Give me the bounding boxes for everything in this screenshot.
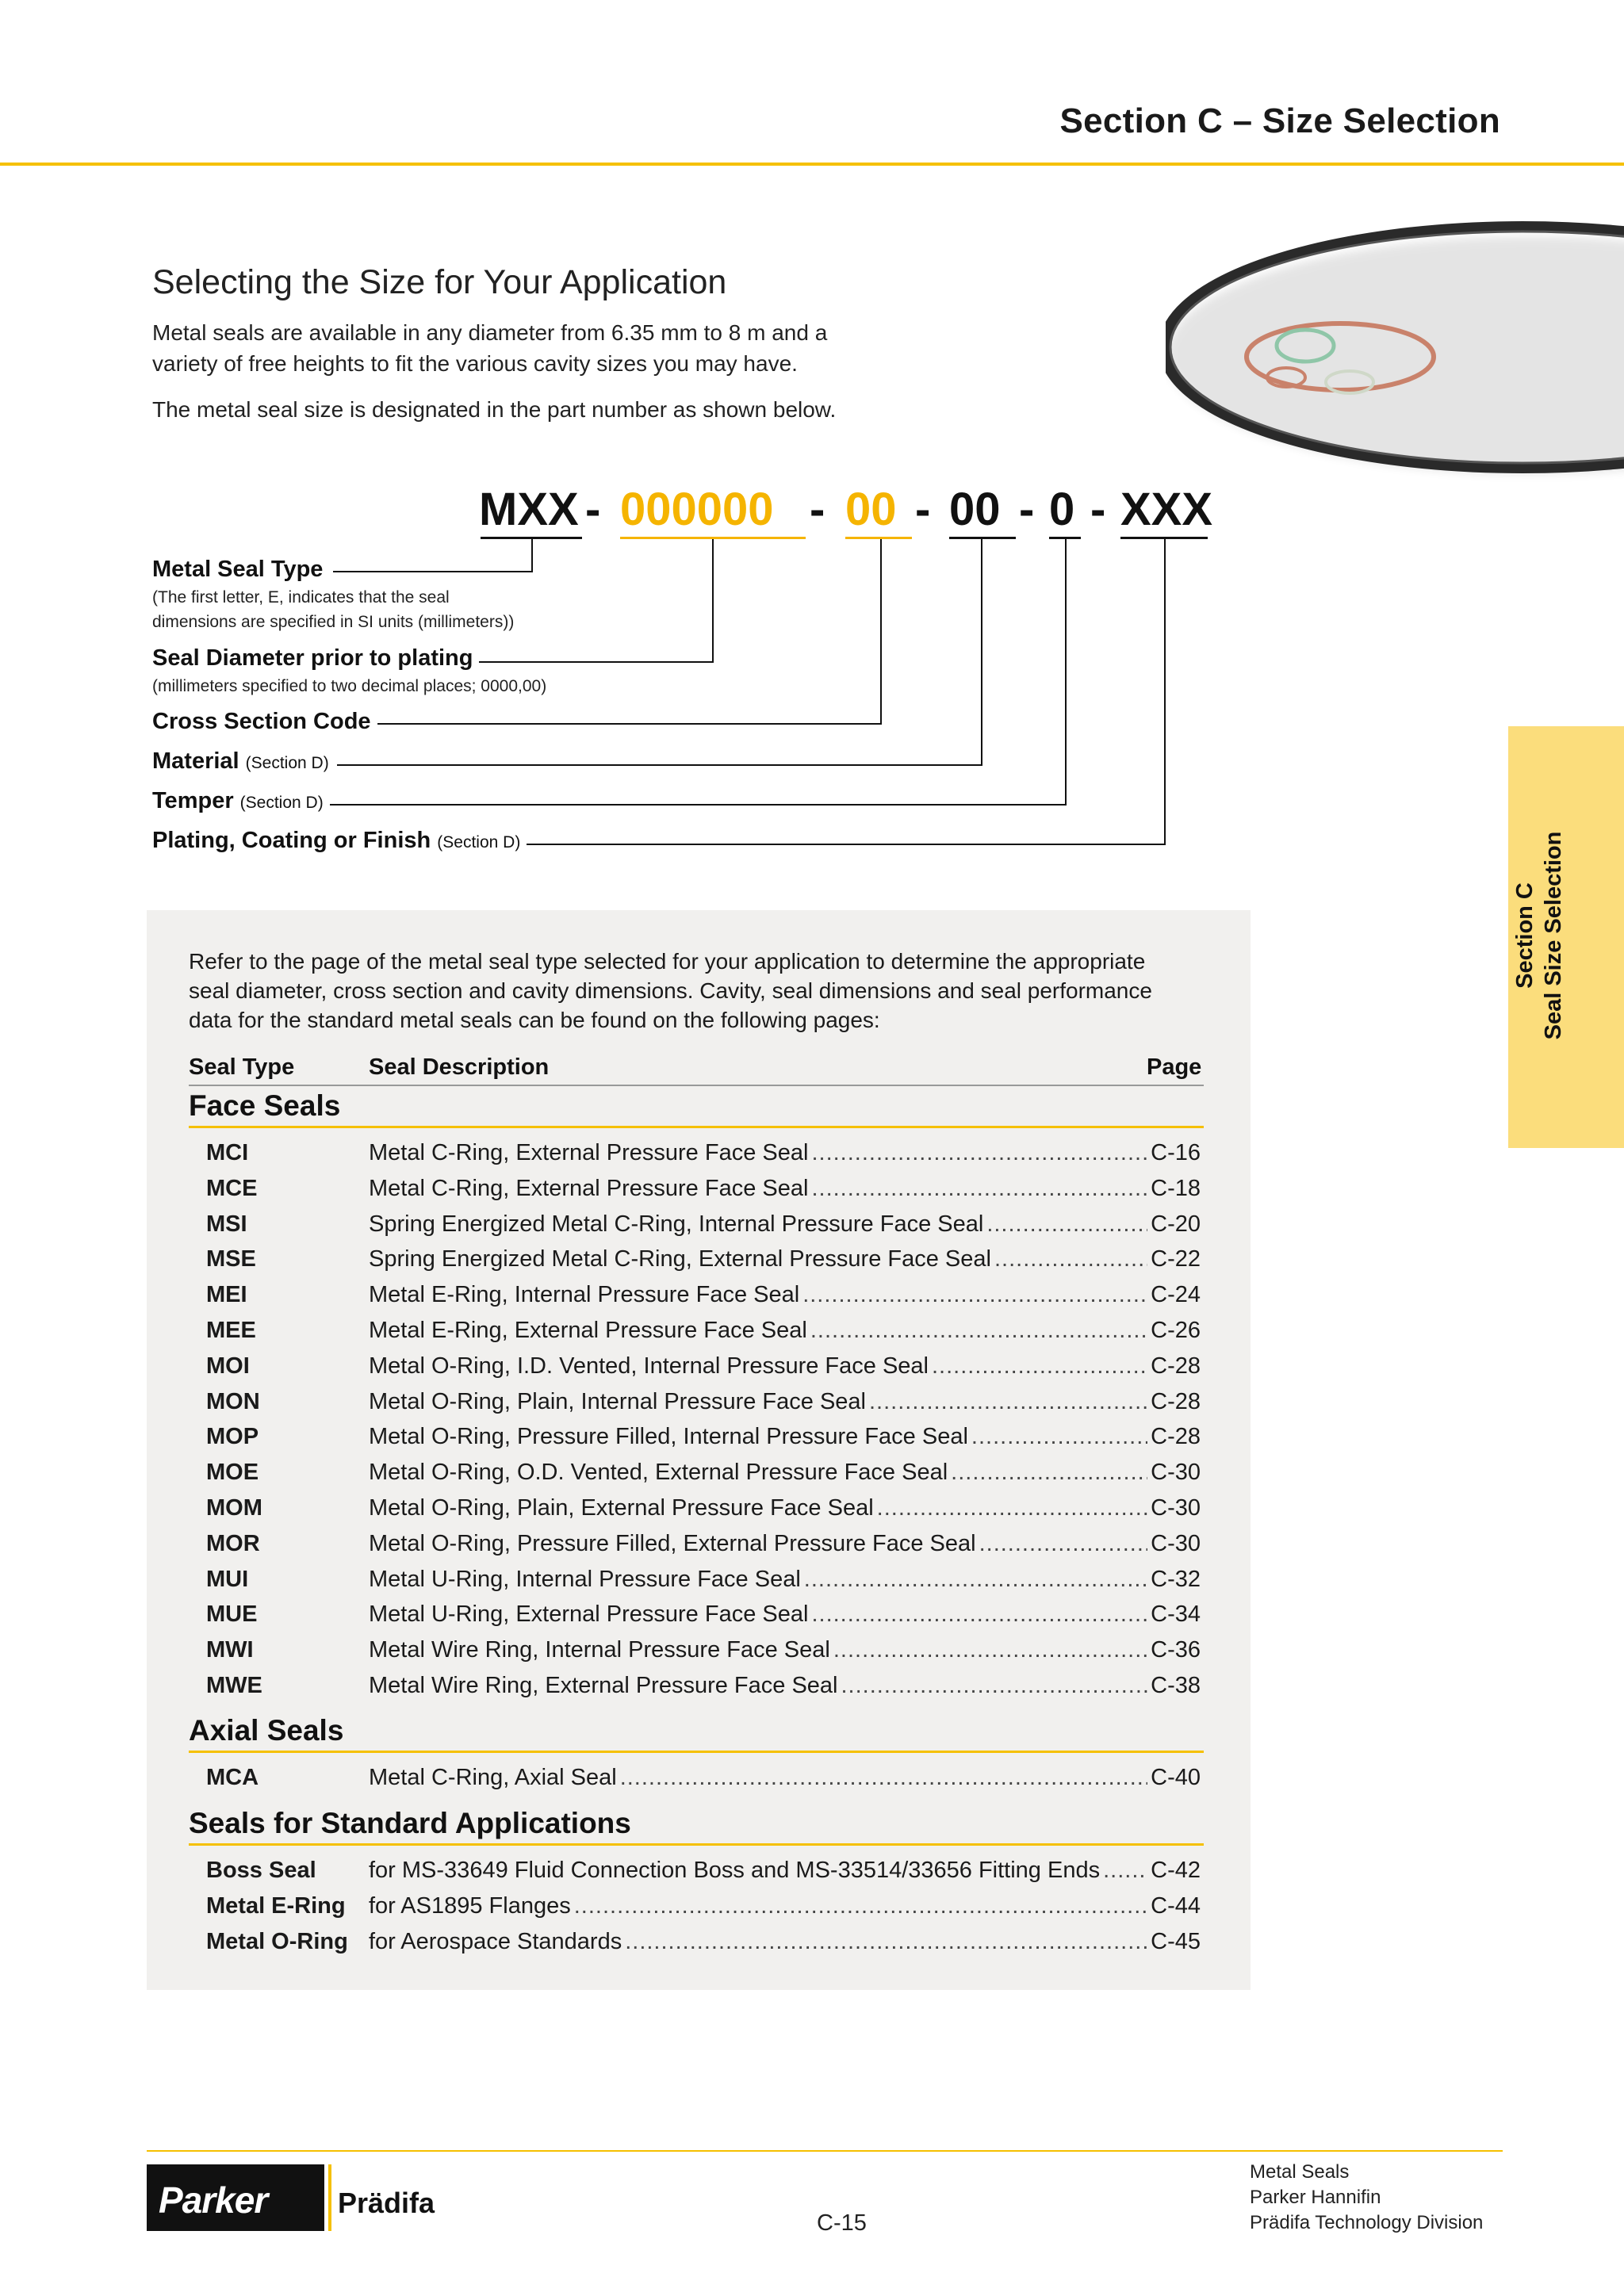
part-number-type-code: MXX xyxy=(479,484,579,535)
page-reference: C-28 xyxy=(1151,1389,1201,1414)
part-number-cross-section-code: 00 xyxy=(845,484,897,535)
page-reference: C-18 xyxy=(1151,1176,1201,1201)
seal-description: Metal E-Ring, Internal Pressure Face Seal xyxy=(369,1282,800,1307)
dot-leader xyxy=(841,1673,1148,1699)
label-note: (The first letter, E, indicates that the seal xyxy=(152,588,450,607)
section-title-standard-applications: Seals for Standard Applications xyxy=(189,1807,631,1839)
part-number-diameter-code: 000000 xyxy=(620,484,774,535)
leader-line xyxy=(329,804,1067,806)
seal-description: Metal Wire Ring, External Pressure Face Seal xyxy=(369,1673,838,1698)
column-header-seal-description: Seal Description xyxy=(369,1054,550,1080)
label-material: Material (Section D) xyxy=(152,748,335,775)
dot-leader xyxy=(951,1460,1147,1486)
page-reference: C-36 xyxy=(1151,1637,1201,1663)
dot-leader xyxy=(625,1929,1147,1955)
seal-table-row xyxy=(189,1389,1201,1421)
leader-line xyxy=(531,539,533,572)
page-reference: C-28 xyxy=(1151,1353,1201,1379)
dot-leader xyxy=(932,1353,1147,1380)
seal-description: Metal O-Ring, Pressure Filled, Internal Pressure Face Seal xyxy=(369,1424,968,1449)
seal-table-row xyxy=(189,1460,1201,1491)
seal-type-code: MCA xyxy=(206,1765,259,1790)
header-rule xyxy=(0,163,1624,166)
seal-type-code: MUE xyxy=(206,1601,258,1627)
seal-table-row xyxy=(189,1637,1201,1669)
seal-type-code: MOP xyxy=(206,1424,259,1449)
section-rule xyxy=(189,1843,1204,1846)
part-number-separator: - xyxy=(1090,484,1106,535)
column-header-page: Page xyxy=(1147,1054,1202,1080)
seal-description: Metal O-Ring, O.D. Vented, External Pressure Face Seal xyxy=(369,1460,948,1485)
seal-table-row xyxy=(189,1246,1201,1278)
leader-line xyxy=(880,539,882,725)
seal-description: for Aerospace Standards xyxy=(369,1929,622,1954)
seal-table-row xyxy=(189,1318,1201,1349)
metal-seal-rings-image xyxy=(1166,214,1624,492)
page-heading: Selecting the Size for Your Application xyxy=(152,263,727,301)
seal-table-row xyxy=(189,1765,1201,1797)
label-seal-diameter: Seal Diameter prior to plating xyxy=(152,645,479,672)
seal-type-code: MEE xyxy=(206,1318,256,1343)
dot-leader xyxy=(979,1531,1148,1557)
table-header-rule xyxy=(189,1085,1204,1086)
seal-type-code: MEI xyxy=(206,1282,247,1307)
seal-type-code: MOR xyxy=(206,1531,260,1556)
seal-description: Metal C-Ring, External Pressure Face Seal xyxy=(369,1140,809,1165)
seal-table-row xyxy=(189,1176,1201,1207)
seal-description: Metal C-Ring, Axial Seal xyxy=(369,1765,617,1790)
seal-table-row xyxy=(189,1673,1201,1705)
seal-description: Metal E-Ring, External Pressure Face Seal xyxy=(369,1318,807,1343)
seal-table-row xyxy=(189,1929,1201,1961)
label-metal-seal-type: Metal Seal Type xyxy=(152,557,329,583)
page-reference: C-24 xyxy=(1151,1282,1201,1307)
section-side-tab-label: Section C Seal Size Selection xyxy=(1512,831,1566,1040)
label-temper: Temper (Section D) xyxy=(152,788,330,814)
seal-description: Metal U-Ring, External Pressure Face Seal xyxy=(369,1601,809,1627)
label-note: dimensions are specified in SI units (millimeters)) xyxy=(152,613,515,631)
seal-type-code: MOI xyxy=(206,1353,250,1379)
seal-type-code: MOM xyxy=(206,1495,262,1521)
seal-table-row xyxy=(189,1567,1201,1598)
page-reference: C-32 xyxy=(1151,1567,1201,1592)
footer-rule xyxy=(147,2150,1503,2152)
part-number-separator: - xyxy=(810,484,825,535)
page-reference: C-16 xyxy=(1151,1140,1201,1165)
seal-type-code: Metal E-Ring xyxy=(206,1893,346,1919)
intro-paragraph-line: variety of free heights to fit the various cavity sizes you may have. xyxy=(152,351,798,376)
part-number-finish-code: XXX xyxy=(1120,484,1213,535)
pradifa-logo-text: Prädifa xyxy=(338,2187,435,2219)
leader-line xyxy=(337,764,982,766)
seal-table-row xyxy=(189,1424,1201,1456)
section-title-face-seals: Face Seals xyxy=(189,1089,341,1122)
seal-description: for AS1895 Flanges xyxy=(369,1893,571,1919)
dot-leader xyxy=(869,1389,1147,1415)
seal-description: Spring Energized Metal C-Ring, Internal Pressure Face Seal xyxy=(369,1211,984,1237)
seal-description: Metal O-Ring, Plain, Internal Pressure Face Seal xyxy=(369,1389,866,1414)
seal-type-code: MOE xyxy=(206,1460,259,1485)
leader-line xyxy=(476,661,714,663)
dot-leader xyxy=(833,1637,1147,1663)
leader-line xyxy=(1065,539,1067,806)
seal-table-row xyxy=(189,1858,1201,1889)
page-reference: C-44 xyxy=(1151,1893,1201,1919)
page-reference: C-30 xyxy=(1151,1495,1201,1521)
seal-type-code: MSI xyxy=(206,1211,247,1237)
page-reference: C-30 xyxy=(1151,1531,1201,1556)
dot-leader xyxy=(986,1211,1147,1238)
seal-table-row xyxy=(189,1353,1201,1385)
leader-line xyxy=(1164,539,1166,845)
part-number-temper-code: 0 xyxy=(1049,484,1075,535)
section-header-title: Section C – Size Selection xyxy=(1059,101,1500,140)
dot-leader xyxy=(811,1601,1147,1628)
label-plating: Plating, Coating or Finish (Section D) xyxy=(152,828,527,854)
page-reference: C-38 xyxy=(1151,1673,1201,1698)
page-reference: C-42 xyxy=(1151,1858,1201,1883)
leader-line xyxy=(981,539,982,766)
part-number-separator: - xyxy=(585,484,601,535)
panel-intro: Refer to the page of the metal seal type selected for your application to determine the appropriate seal diameter, cross section and cavity dimensions. Cavity, seal dimensions and seal performance data for the standard metal seals can be found on the following pages: xyxy=(189,949,1152,1032)
label-note: (millimeters specified to two decimal places; 0000,00) xyxy=(152,677,547,695)
seal-description: Metal O-Ring, I.D. Vented, Internal Pressure Face Seal xyxy=(369,1353,929,1379)
seal-type-code: MUI xyxy=(206,1567,249,1592)
column-header-seal-type: Seal Type xyxy=(189,1054,295,1080)
section-rule xyxy=(189,1126,1204,1128)
leader-line xyxy=(523,844,1166,845)
page-reference: C-22 xyxy=(1151,1246,1201,1272)
section-title-axial-seals: Axial Seals xyxy=(189,1714,344,1747)
leader-line xyxy=(373,723,882,725)
seal-description: Spring Energized Metal C-Ring, External Pressure Face Seal xyxy=(369,1246,991,1272)
seal-table-row xyxy=(189,1140,1201,1172)
seal-type-code: MCI xyxy=(206,1140,249,1165)
seal-type-code: MWE xyxy=(206,1673,262,1698)
seal-type-code: MSE xyxy=(206,1246,256,1272)
part-number-material-code: 00 xyxy=(949,484,1001,535)
part-number-separator: - xyxy=(915,484,931,535)
parker-logo-text: Parker xyxy=(159,2179,268,2221)
seal-description: for MS-33649 Fluid Connection Boss and MS-33514/33656 Fitting Ends xyxy=(369,1858,1101,1883)
page-reference: C-28 xyxy=(1151,1424,1201,1449)
dot-leader xyxy=(994,1246,1147,1272)
part-number-underline xyxy=(845,537,912,539)
page-reference: C-26 xyxy=(1151,1318,1201,1343)
page-reference: C-45 xyxy=(1151,1929,1201,1954)
dot-leader xyxy=(877,1495,1147,1521)
seal-description: Metal O-Ring, Pressure Filled, External Pressure Face Seal xyxy=(369,1531,976,1556)
page-reference: C-40 xyxy=(1151,1765,1201,1790)
seal-description: Metal U-Ring, Internal Pressure Face Seal xyxy=(369,1567,801,1592)
part-number-separator: - xyxy=(1019,484,1035,535)
dot-leader xyxy=(811,1140,1147,1166)
leader-line xyxy=(333,571,533,572)
seal-table-row xyxy=(189,1601,1201,1633)
page-number: C-15 xyxy=(817,2210,867,2236)
dot-leader xyxy=(810,1318,1147,1344)
footer-line: Prädifa Technology Division xyxy=(1250,2212,1484,2233)
dot-leader xyxy=(971,1424,1147,1450)
seal-type-code: Metal O-Ring xyxy=(206,1929,348,1954)
dot-leader xyxy=(811,1176,1147,1202)
leader-line xyxy=(712,539,714,663)
intro-paragraph-line: Metal seals are available in any diameter from 6.35 mm to 8 m and a xyxy=(152,320,828,345)
page-reference: C-34 xyxy=(1151,1601,1201,1627)
label-cross-section-code: Cross Section Code xyxy=(152,709,377,735)
page-reference: C-20 xyxy=(1151,1211,1201,1237)
seal-table-row xyxy=(189,1282,1201,1314)
dot-leader xyxy=(1103,1858,1147,1884)
part-number-underline xyxy=(949,537,1016,539)
seal-table-row xyxy=(189,1211,1201,1243)
dot-leader xyxy=(802,1282,1147,1308)
seal-table-row xyxy=(189,1531,1201,1563)
seal-type-code: MWI xyxy=(206,1637,254,1663)
seal-description: Metal C-Ring, External Pressure Face Seal xyxy=(369,1176,809,1201)
seal-type-code: MON xyxy=(206,1389,260,1414)
footer-line: Parker Hannifin xyxy=(1250,2187,1381,2208)
section-rule xyxy=(189,1751,1204,1753)
dot-leader xyxy=(574,1893,1147,1919)
seal-description: Metal O-Ring, Plain, External Pressure Face Seal xyxy=(369,1495,874,1521)
seal-table-row xyxy=(189,1495,1201,1527)
footer-line: Metal Seals xyxy=(1250,2161,1350,2183)
seal-table-row xyxy=(189,1893,1201,1925)
intro-paragraph-part-number: The metal seal size is designated in the part number as shown below. xyxy=(152,397,837,422)
dot-leader xyxy=(804,1567,1147,1593)
dot-leader xyxy=(620,1765,1147,1791)
seal-type-code: MCE xyxy=(206,1176,258,1201)
seal-type-code: Boss Seal xyxy=(206,1858,316,1883)
logo-separator xyxy=(328,2164,331,2231)
seal-description: Metal Wire Ring, Internal Pressure Face Seal xyxy=(369,1637,830,1663)
page-reference: C-30 xyxy=(1151,1460,1201,1485)
